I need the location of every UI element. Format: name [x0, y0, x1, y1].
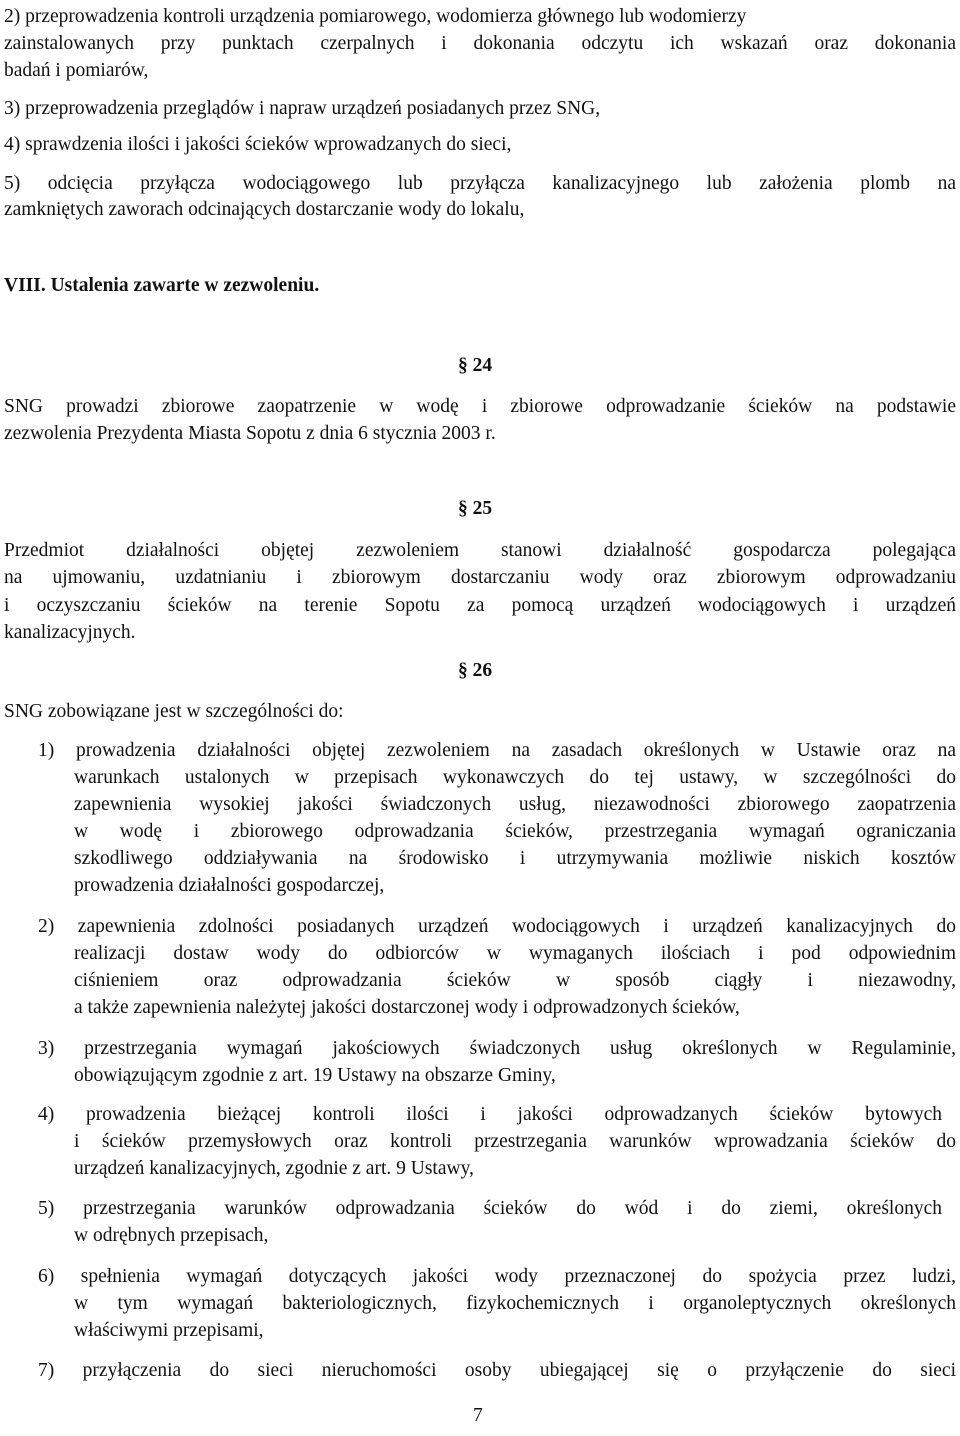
- list-item-line: i ścieków przemysłowych oraz kontroli przestrzegania warunków wprowadzania ścieków do: [74, 1131, 956, 1152]
- list-item-line: 2) zapewnienia zdolności posiadanych urządzeń wodociągowych i urządzeń kanalizacyjnych do: [38, 916, 956, 937]
- paragraph-line: na ujmowaniu, uzdatnianiu i zbiorowym dostarczaniu wody oraz zbiorowym odprowadzaniu: [4, 567, 956, 588]
- paragraph-mark-24: § 24: [458, 355, 493, 376]
- list-item-line: realizacji dostaw wody do odbiorców w wymaganych ilościach i pod odpowiednim: [74, 943, 956, 964]
- page-number: 7: [473, 1405, 483, 1426]
- list-item-line: właściwymi przepisami,: [74, 1320, 264, 1341]
- list-item-line: a także zapewnienia należytej jakości dostarczonej wody i odprowadzonych ścieków,: [74, 997, 740, 1018]
- list-item-line: 3) przestrzegania wymagań jakościowych świadczonych usług określonych w Regulaminie,: [38, 1038, 956, 1059]
- list-item-line: w wodę i zbiorowego odprowadzania ścieków, przestrzegania wymagań ograniczania: [74, 821, 956, 842]
- list-item-line: 4) prowadzenia bieżącej kontroli ilości i jakości odprowadzanych ścieków bytowych: [38, 1104, 942, 1125]
- list-item-line: 2) przeprowadzenia kontroli urządzenia pomiarowego, wodomierza głównego lub wodomierzy: [4, 6, 747, 27]
- list-item-line: ciśnieniem oraz odprowadzania ścieków w sposób ciągły i niezawodny,: [74, 970, 956, 991]
- paragraph-line: i oczyszczaniu ścieków na terenie Sopotu za pomocą urządzeń wodociągowych i urządzeń: [4, 595, 956, 616]
- list-item-line: w odrębnych przepisach,: [74, 1225, 269, 1246]
- list-item-line: szkodliwego oddziaływania na środowisko i utrzymywania możliwie niskich kosztów: [74, 848, 956, 869]
- list-item-line: badań i pomiarów,: [4, 60, 149, 81]
- paragraph-line: kanalizacyjnych.: [4, 622, 136, 643]
- list-item-line: urządzeń kanalizacyjnych, zgodnie z art. 9 Ustawy,: [74, 1158, 474, 1179]
- list-item-line: zamkniętych zaworach odcinających dostarczanie wody do lokalu,: [4, 199, 525, 220]
- paragraph-intro: SNG zobowiązane jest w szczególności do:: [4, 701, 344, 722]
- paragraph-line: zezwolenia Prezydenta Miasta Sopotu z dnia 6 stycznia 2003 r.: [4, 423, 496, 444]
- list-item-line: zainstalowanych przy punktach czerpalnych i dokonania odczytu ich wskazań oraz dokonania: [4, 33, 956, 54]
- list-item-line: 3) przeprowadzenia przeglądów i napraw urządzeń posiadanych przez SNG,: [4, 98, 601, 119]
- list-item-line: 7) przyłączenia do sieci nieruchomości osoby ubiegającej się o przyłączenie do sieci: [38, 1360, 956, 1381]
- list-item-line: zapewnienia wysokiej jakości świadczonych usług, niezawodności zbiorowego zaopatrzenia: [74, 794, 956, 815]
- paragraph-mark-26: § 26: [458, 660, 493, 681]
- section-heading: VIII. Ustalenia zawarte w zezwoleniu.: [4, 275, 320, 296]
- list-item-line: w tym wymagań bakteriologicznych, fizykochemicznych i organoleptycznych określonych: [74, 1293, 956, 1314]
- paragraph-line: SNG prowadzi zbiorowe zaopatrzenie w wodę i zbiorowe odprowadzanie ścieków na podstawie: [4, 396, 956, 417]
- paragraph-line: Przedmiot działalności objętej zezwoleniem stanowi działalność gospodarcza polegająca: [4, 540, 956, 561]
- list-item-line: 5) przestrzegania warunków odprowadzania ścieków do wód i do ziemi, określonych: [38, 1198, 942, 1219]
- list-item-line: obowiązującym zgodnie z art. 19 Ustawy na obszarze Gminy,: [74, 1065, 556, 1086]
- list-item-line: warunkach ustalonych w przepisach wykonawczych do tej ustawy, w szczególności do: [74, 767, 956, 788]
- list-item-line: 5) odcięcia przyłącza wodociągowego lub przyłącza kanalizacyjnego lub założenia plomb na: [4, 173, 956, 194]
- list-item-line: 1) prowadzenia działalności objętej zezwoleniem na zasadach określonych w Ustawie oraz na: [38, 740, 956, 761]
- paragraph-mark-25: § 25: [458, 498, 493, 519]
- list-item-line: prowadzenia działalności gospodarczej,: [74, 875, 385, 896]
- list-item-line: 4) sprawdzenia ilości i jakości ścieków wprowadzanych do sieci,: [4, 134, 512, 155]
- list-item-line: 6) spełnienia wymagań dotyczących jakości wody przeznaczonej do spożycia przez ludzi,: [38, 1266, 956, 1287]
